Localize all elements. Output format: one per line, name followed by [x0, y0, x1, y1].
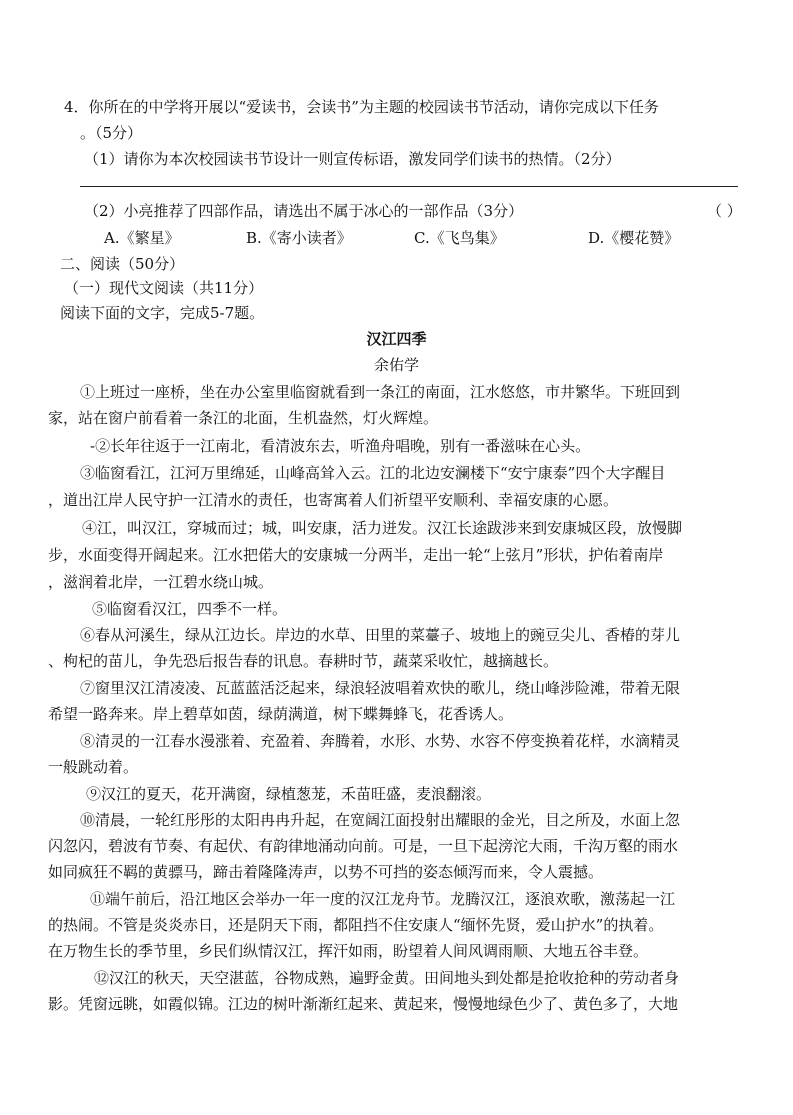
passage-line: 、枸杞的苗儿，争先恐后报告春的讯息。春耕时节，蔬菜采收忙，越摘越长。: [48, 652, 559, 670]
option-d: D.《樱花赞》: [588, 229, 680, 247]
passage-line: 希望一路奔来。岸上碧草如茵，绿荫满道，树下蝶舞蜂飞，花香诱人。: [48, 705, 514, 723]
question-4-sub1: （1）请你为本次校园读书节设计一则宣传标语，激发同学们读书的热情。（2分）: [84, 150, 621, 168]
instruction: 阅读下面的文字，完成5-7题。: [60, 304, 265, 322]
passage-line: 如同疯狂不羁的黄骠马，蹄击着隆隆涛声，以势不可挡的姿态倾泻而来，令人震撼。: [48, 863, 604, 881]
option-a: A.《繁星》: [104, 229, 180, 247]
passage-line: ，道出江岸人民守护一江清水的责任，也寄寓着人们祈望平安顺利、幸福安康的心愿。: [48, 491, 619, 509]
passage-line: 闪忽闪，碧波有节奏、有起伏、有韵律地涌动向前。可是，一旦下起滂沱大雨，千沟万壑的雨水: [48, 837, 679, 855]
passage-line: ⑫汉江的秋天，天空湛蓝，谷物成熟，遍野金黄。田间地头到处都是抢收抢种的劳动者身: [94, 969, 680, 987]
section-heading: 二、阅读（50分）: [60, 255, 185, 273]
passage-line: ③临窗看江，江河万里绵延，山峰高耸入云。江的北边安澜楼下“安宁康泰”四个大字醒目: [80, 464, 666, 482]
question-4-line2: 。（5分）: [80, 124, 143, 142]
passage-line: ⑤临窗看汉江，四季不一样。: [92, 600, 288, 618]
passage-line: ⑦窗里汉江清凌凌、瓦蓝蓝活泛起来，绿浪轻波唱着欢快的歌儿，绕山峰涉险滩，带着无限: [80, 679, 681, 697]
passage-author: 余佑学: [373, 356, 419, 374]
passage-line: ⑥春从河溪生，绿从江边长。岸边的水草、田里的菜薹子、坡地上的豌豆尖儿、香椿的芽儿: [80, 626, 681, 644]
answer-parentheses: （ ）: [707, 202, 742, 220]
passage-line: 影。凭窗远眺，如霞似锦。江边的树叶渐渐红起来、黄起来，慢慢地绿色少了、黄色多了，大地: [48, 995, 679, 1013]
option-b: B.《寄小读者》: [246, 229, 352, 247]
question-4-sub2: （2）小亮推荐了四部作品，请选出不属于冰心的一部作品（3分）: [84, 202, 524, 220]
passage-line: ④江，叫汉江，穿城而过；城，叫安康，活力迸发。汉江长途跋涉来到安康城区段，放慢脚: [82, 519, 683, 537]
passage-line: -②长年往返于一江南北，看清波东去，听渔舟唱晚，别有一番滋味在心头。: [90, 437, 591, 455]
passage-line: ⑧清灵的一江春水漫涨着、充盈着、奔腾着，水形、水势、水容不停变换着花样，水滴精灵: [80, 732, 681, 750]
passage-line: 的热闹。不管是炎炎赤日，还是阴天下雨，都阻挡不住安康人“缅怀先贤，爱山护水”的执着。: [48, 916, 664, 934]
passage-line: ⑩清晨，一轮红彤彤的太阳冉冉升起，在宽阔江面投射出耀眼的金光，目之所及，水面上忽: [80, 811, 681, 829]
passage-line: ，滋润着北岸，一江碧水绕山城。: [48, 573, 274, 591]
passage-line: 一般跳动着。: [48, 758, 139, 776]
answer-line: [80, 186, 738, 187]
passage-line: ⑪端午前后，沿江地区会举办一年一度的汉江龙舟节。龙腾汉江，逐浪欢歌，激荡起一江: [90, 890, 676, 908]
option-c: C.《飞鸟集》: [414, 229, 505, 247]
passage-line: ⑨汉江的夏天，花开满窗，绿植葱茏，禾苗旺盛，麦浪翻滚。: [86, 785, 492, 803]
passage-line: ①上班过一座桥，坐在办公室里临窗就看到一条江的南面，江水悠悠，市井繁华。下班回到: [80, 383, 681, 401]
question-4-line1: 4．你所在的中学将开展以“爱读书，会读书”为主题的校园读书节活动，请你完成以下任务: [64, 98, 659, 116]
passage-line: 步，水面变得开阔起来。江水把偌大的安康城一分两半，走出一轮“上弦月”形状，护佑着南岸: [48, 546, 664, 564]
passage-title: 汉江四季: [366, 330, 427, 348]
passage-line: 在万物生长的季节里，乡民们纵情汉江，挥汗如雨，盼望着人间风调雨顺、大地五谷丰登。: [48, 942, 649, 960]
part-heading: （一）现代文阅读（共11分）: [64, 279, 264, 297]
passage-line: 家，站在窗户前看着一条江的北面，生机盎然，灯火辉煌。: [48, 409, 439, 427]
